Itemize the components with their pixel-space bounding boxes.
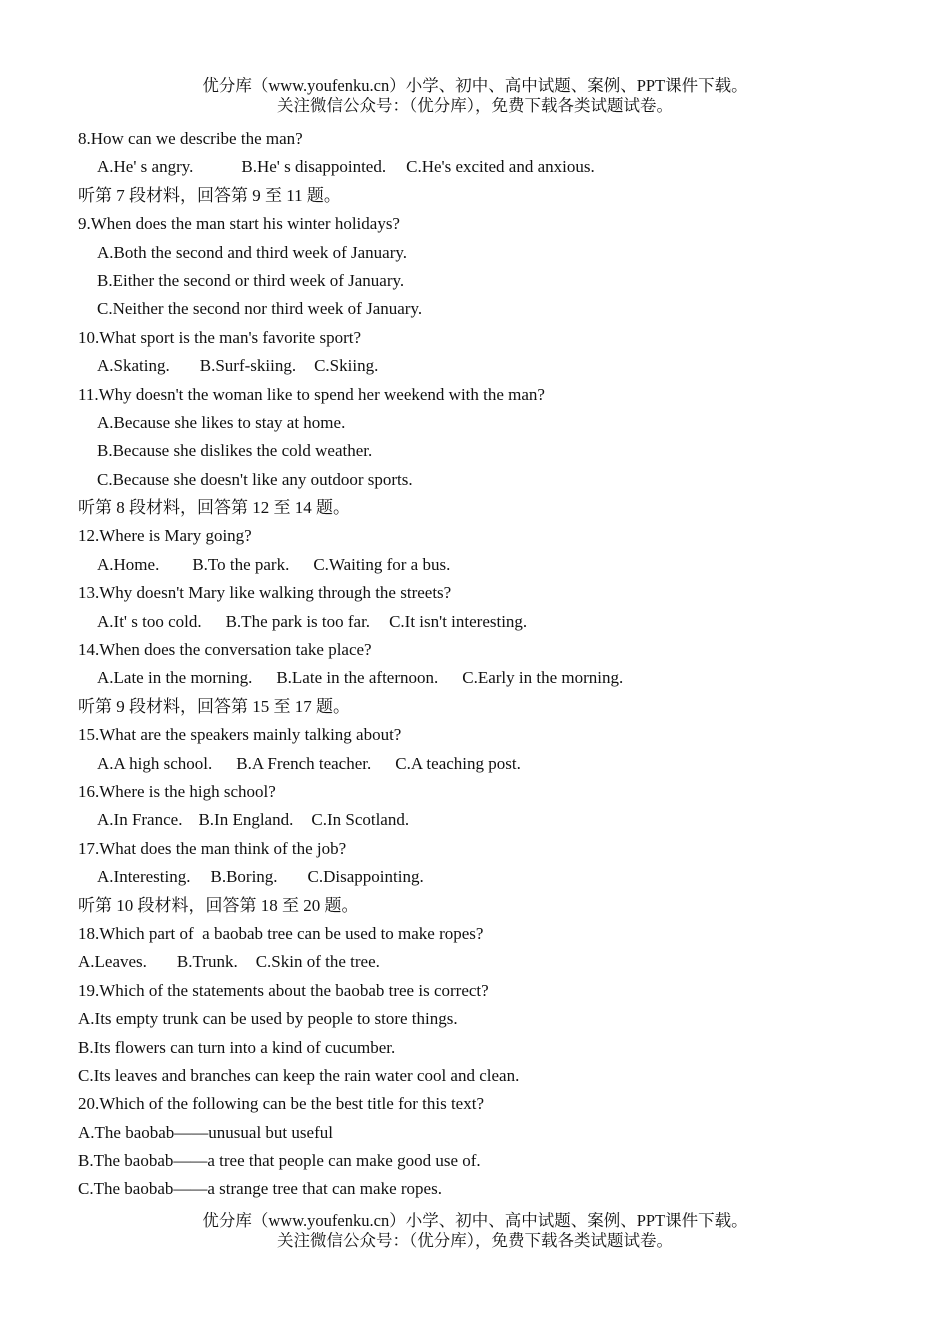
answer-option: C.Skiing. <box>314 356 379 376</box>
answer-options <box>78 750 898 778</box>
answer-options <box>78 267 898 295</box>
question-line: A.Its empty trunk can be used by people to store things. <box>78 1009 458 1029</box>
question-line: C.The baobab——a strange tree that can make ropes. <box>78 1179 442 1199</box>
answer-option: B.To the park. <box>192 554 290 574</box>
page-footer <box>0 1211 950 1251</box>
answer-option: C.Waiting for a bus. <box>313 554 451 574</box>
header-line-2: 关注微信公众号：（优分库），免费下载各类试题试卷。 <box>277 96 673 115</box>
question-line: 12.Where is Mary going? <box>78 526 252 546</box>
answer-options <box>78 466 898 494</box>
question-line: 20.Which of the following can be the best title for this text? <box>78 1094 484 1114</box>
question-line: 15.What are the speakers mainly talking about? <box>78 725 402 745</box>
answer-options <box>78 295 898 323</box>
question-line: 14.When does the conversation take place? <box>78 640 372 660</box>
question-line: 11.Why doesn't the woman like to spend her weekend with the man? <box>78 384 545 404</box>
answer-option: A.In France. <box>97 810 183 830</box>
answer-option: B.In England. <box>198 810 294 830</box>
question-line: 13.Why doesn't Mary like walking through the streets? <box>78 583 452 603</box>
answer-option: B.Either the second or third week of January. <box>97 270 405 290</box>
question-line: B.The baobab——a tree that people can make good use of. <box>78 1151 481 1171</box>
answer-option: C.A teaching post. <box>395 753 521 773</box>
answer-options <box>78 608 898 636</box>
answer-options <box>78 437 898 465</box>
question-line: 8.How can we describe the man? <box>78 129 303 148</box>
section-heading: 听第 9 段材料，回答第 15 至 17 题。 <box>78 696 350 716</box>
header-line-1: 优分库（www.youfenku.cn）小学、初中、高中试题、案例、PPT课件下载。 <box>202 76 748 95</box>
answer-options <box>78 352 898 380</box>
answer-option: A.He' s angry. <box>97 157 194 177</box>
question-line: 16.Where is the high school? <box>78 781 276 801</box>
answer-option: B.Trunk. <box>176 952 238 972</box>
answer-option: C.Skin of the tree. <box>255 952 380 972</box>
question-line <box>78 948 898 976</box>
answer-option: C.It isn't interesting. <box>389 611 528 631</box>
answer-option: A.Both the second and third week of January. <box>97 242 408 262</box>
question-line: B.Its flowers can turn into a kind of cucumber. <box>78 1037 396 1057</box>
question-line: C.Its leaves and branches can keep the rain water cool and clean. <box>78 1065 520 1085</box>
answer-option: B.Late in the afternoon. <box>276 668 439 688</box>
answer-option: B.Because she dislikes the cold weather. <box>97 441 373 461</box>
section-heading: 听第 10 段材料，回答第 18 至 20 题。 <box>78 895 359 915</box>
answer-option: B.Surf-skiing. <box>199 356 297 376</box>
answer-option: C.Disappointing. <box>307 867 424 887</box>
question-line: 9.When does the man start his winter holidays? <box>78 214 400 234</box>
question-list <box>78 125 898 1204</box>
question-line: 10.What sport is the man's favorite sport? <box>78 327 362 347</box>
footer-line-2: 关注微信公众号：（优分库），免费下载各类试题试卷。 <box>277 1231 673 1250</box>
answer-option: B.A French teacher. <box>236 753 372 773</box>
page-header <box>0 76 950 116</box>
question-line: 17.What does the man think of the job? <box>78 838 347 858</box>
answer-option: A.Leaves. <box>78 952 147 972</box>
answer-option: C.Because she doesn't like any outdoor sports. <box>97 469 413 489</box>
answer-option: A.It' s too cold. <box>97 611 202 631</box>
answer-option: A.Interesting. <box>97 867 191 887</box>
section-heading: 听第 8 段材料，回答第 12 至 14 题。 <box>78 498 350 518</box>
answer-option: A.Home. <box>97 554 160 574</box>
answer-option: A.Skating. <box>97 356 170 376</box>
answer-option: C.Neither the second nor third week of January. <box>97 299 423 319</box>
question-line: A.The baobab——unusual but useful <box>78 1122 333 1142</box>
answer-options <box>78 664 898 692</box>
answer-options <box>78 153 898 181</box>
answer-option: A.Because she likes to stay at home. <box>97 412 346 432</box>
answer-options <box>78 863 898 891</box>
answer-options <box>78 409 898 437</box>
answer-option: A.Late in the morning. <box>97 668 253 688</box>
question-line: 18.Which part of a baobab tree can be used to make ropes? <box>78 923 484 943</box>
answer-option: B.The park is too far. <box>225 611 371 631</box>
section-heading: 听第 7 段材料，回答第 9 至 11 题。 <box>78 185 341 205</box>
question-line: 19.Which of the statements about the baobab tree is correct? <box>78 980 489 1000</box>
answer-option: C.He's excited and anxious. <box>406 157 595 177</box>
answer-options <box>78 239 898 267</box>
answer-option: B.Boring. <box>210 867 278 887</box>
answer-options <box>78 806 898 834</box>
answer-option: B.He' s disappointed. <box>241 157 387 177</box>
answer-option: A.A high school. <box>97 753 213 773</box>
answer-options <box>78 551 898 579</box>
answer-option: C.Early in the morning. <box>462 668 624 688</box>
footer-line-1: 优分库（www.youfenku.cn）小学、初中、高中试题、案例、PPT课件下载。 <box>202 1211 748 1230</box>
answer-option: C.In Scotland. <box>311 810 410 830</box>
